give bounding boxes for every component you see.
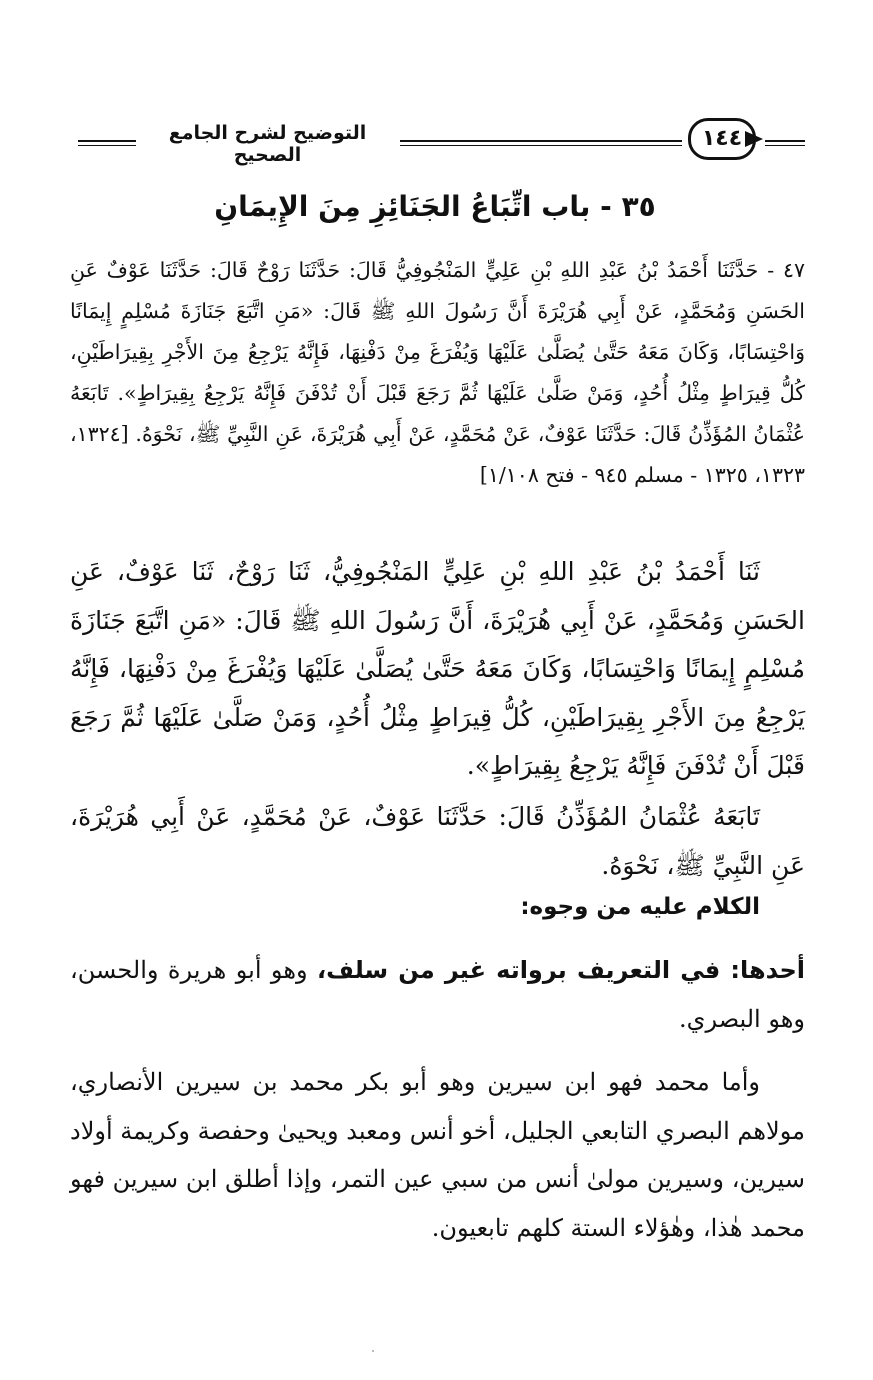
commentary-mutabaah-paragraph: تَابَعَهُ عُثْمَانُ المُؤَذِّنُ قَالَ: حَدَّثَنَا عَوْفٌ، عَنْ مُحَمَّدٍ، عَنْ أَبِي هُرَيْرَةَ، عَنِ النَّبِيِّ ﷺ، نَحْوَهُ. bbox=[70, 802, 805, 880]
section-heading: الكلام عليه من وجوه: bbox=[520, 894, 760, 920]
commentary-isnad-paragraph: ثَنَا أَحْمَدُ بْنُ عَبْدِ اللهِ بْنِ عَلِيٍّ المَنْجُوفِيُّ، ثَنَا رَوْحٌ، ثَنَا عَوْفٌ، عَنِ الحَسَنِ وَمُحَمَّدٍ، عَنْ أَبِي هُرَيْرَةَ، أَنَّ رَسُولَ اللهِ ﷺ قَالَ: «مَنِ اتَّبَعَ جَنَازَةَ مُسْلِمٍ إِيمَانًا وَاحْتِسَابًا، وَكَانَ مَعَهُ حَتَّىٰ يُصَلَّىٰ عَلَيْهَا وَيُفْرَغَ مِنْ دَفْنِهَا، فَإِنَّهُ يَرْجِعُ مِنَ الأَجْرِ بِقِيرَاطَيْنِ، كُلُّ قِيرَاطٍ مِثْلُ أُحُدٍ، وَمَنْ صَلَّىٰ عَلَيْهَا ثُمَّ رَجَعَ قَبْلَ أَنْ تُدْفَنَ فَإِنَّهُ يَرْجِعُ بِقِيرَاطٍ». bbox=[70, 557, 805, 780]
header-rule-right bbox=[765, 140, 805, 142]
hadith-text: ٤٧ - حَدَّثَنَا أَحْمَدُ بْنُ عَبْدِ اللهِ بْنِ عَلِيٍّ المَنْجُوفِيُّ قَالَ: حَدَّثَنَا رَوْحٌ قَالَ: حَدَّثَنَا عَوْفٌ عَنِ الحَسَنِ وَمُحَمَّدٍ، عَنْ أَبِي هُرَيْرَةَ أَنَّ رَسُولَ اللهِ ﷺ قَالَ: «مَنِ اتَّبَعَ جَنَازَةَ مُسْلِمٍ إِيمَانًا وَاحْتِسَابًا، وَكَانَ مَعَهُ حَتَّىٰ يُصَلَّىٰ عَلَيْهَا وَيُفْرَغَ مِنْ دَفْنِهَا، فَإِنَّهُ يَرْجِعُ مِنَ الأَجْرِ بِقِيرَاطَيْنِ، كُلُّ قِيرَاطٍ مِثْلُ أُحُدٍ، وَمَنْ صَلَّىٰ عَلَيْهَا ثُمَّ رَجَعَ قَبْلَ أَنْ تُدْفَنَ فَإِنَّهُ يَرْجِعُ بِقِيرَاطٍ». تَابَعَهُ عُثْمَانُ المُؤَذِّنُ قَالَ: حَدَّثَنَا عَوْفٌ، عَنْ مُحَمَّدٍ، عَنْ أَبِي هُرَيْرَةَ، عَنِ النَّبِيِّ ﷺ، نَحْوَهُ. [١٣٢٤، ١٣٢٣، ١٣٢٥ - مسلم ٩٤٥ - فتح ١/١٠٨] bbox=[70, 258, 805, 487]
narrator-bio-paragraph: وأما محمد فهو ابن سيرين وهو أبو بكر محمد بن سيرين الأنصاري، مولاهم البصري التابعي الجليل، أخو أنس ومعبد ويحيىٰ وحفصة وكريمة أولاد سيرين، وسيرين مولىٰ أنس من سبي عين التمر، وإذا أطلق ابن سيرين فهو محمد هٰذا، وهٰؤلاء الستة كلهم تابعيون. bbox=[70, 1068, 805, 1242]
first-point-label: أحدها: في التعريف برواته غير من سلف، bbox=[317, 956, 805, 984]
page-number-ornament bbox=[745, 131, 763, 147]
first-point-paragraph bbox=[70, 946, 805, 1043]
running-title: التوضيح لشرح الجامع الصحيح bbox=[168, 122, 367, 166]
header-rule-left bbox=[78, 140, 136, 142]
header-rule-middle bbox=[400, 140, 682, 142]
chapter-title: ٣٥ - باب اتِّبَاعُ الجَنَائِزِ مِنَ الإِيمَانِ bbox=[214, 190, 656, 223]
first-point-text: وهو أبو هريرة والحسن، وهو البصري. bbox=[70, 956, 805, 1033]
print-speck bbox=[372, 1350, 374, 1352]
page-number: ١٤٤ bbox=[688, 118, 756, 160]
